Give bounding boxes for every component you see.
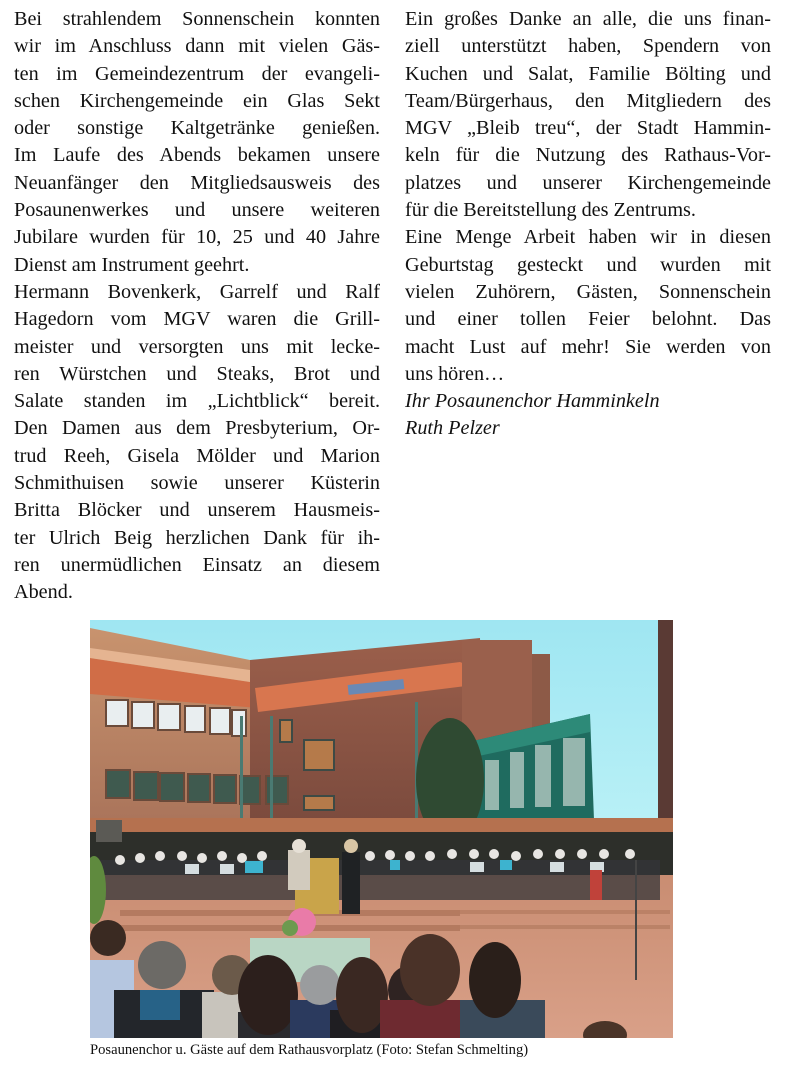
text-line: für die Bereitstellung des Zentrums.: [405, 199, 696, 222]
text-line: ter Ulrich Beig herzlichen Dank für ih-: [14, 526, 380, 549]
text-line: platzes und unserer Kirchengemeinde: [405, 171, 771, 194]
text-line: Hermann Bovenkerk, Garrelf und Ralf: [14, 280, 380, 303]
right-edge-building: [658, 620, 673, 850]
text-line: Jubilare wurden für 10, 25 und 40 Jahre: [14, 226, 380, 249]
text-line: und einer tollen Feier belohnt. Das: [405, 308, 771, 331]
text-line: wir im Anschluss dann mit vielen Gäs-: [14, 35, 380, 58]
photo-scene: [90, 620, 673, 1038]
article-left-column: [14, 6, 380, 607]
photo-caption: Posaunenchor u. Gäste auf dem Rathausvorplatz (Foto: Stefan Schmelting): [90, 1042, 529, 1058]
text-line: Britta Blöcker und unserem Hausmeis-: [14, 499, 380, 522]
text-line: ten im Gemeindezentrum der evangeli-: [14, 62, 380, 85]
text-line: meister und versorgten uns mit lecke-: [14, 335, 380, 358]
text-line: oder sonstige Kaltgetränke genießen.: [14, 117, 380, 140]
speaker-person: [342, 852, 360, 914]
text-line: Im Laufe des Abends bekamen unsere: [14, 144, 380, 167]
mic-stand: [635, 860, 637, 980]
text-line: Dienst am Instrument geehrt.: [14, 253, 250, 276]
text-line: Neuanfänger den Mitgliedsausweis des: [14, 171, 380, 194]
text-line: Eine Menge Arbeit haben wir in diesen: [405, 226, 771, 249]
text-line: uns hören…: [405, 362, 505, 385]
text-line: Team/Bürgerhaus, den Mitgliedern des: [405, 89, 771, 112]
text-line: Bei strahlendem Sonnenschein konnten: [14, 8, 380, 30]
text-line: Geburtstag gesteckt und wurden mit: [405, 253, 771, 276]
text-line: schen Kirchengemeinde ein Glas Sekt: [14, 89, 380, 112]
text-line: ziell unterstützt haben, Spendern von: [405, 35, 771, 58]
signature-choir: Ihr Posaunenchor Hamminkeln: [405, 390, 660, 413]
speaker-person: [288, 850, 310, 890]
text-line: Schmithuisen sowie unserer Küsterin: [14, 472, 380, 495]
text-line: vielen Zuhörern, Gästen, Sonnenschein: [405, 280, 771, 303]
text-line: Posaunenwerkes und unsere weiteren: [14, 199, 380, 222]
text-line: Ein großes Danke an alle, die uns finan-: [405, 8, 771, 30]
text-line: Kuchen und Salat, Familie Bölting und: [405, 62, 771, 85]
event-photo: [90, 620, 673, 1038]
text-line: Den Damen aus dem Presbyterium, Or-: [14, 417, 380, 440]
text-line: ren Würstchen und Steaks, Brot und: [14, 362, 380, 385]
article-right-column: [405, 6, 771, 443]
text-line: Salate standen im „Lichtblick“ bereit.: [14, 390, 380, 413]
signature-author: Ruth Pelzer: [405, 417, 500, 440]
text-line: Abend.: [14, 581, 73, 604]
text-line: ren unermüdlichen Einsatz an diesem: [14, 553, 380, 576]
loudspeaker: [96, 820, 122, 842]
text-line: trud Reeh, Gisela Mölder und Marion: [14, 444, 380, 467]
text-line: MGV „Bleib treu“, der Stadt Hammin-: [405, 117, 771, 140]
lower-windows: [106, 770, 288, 804]
text-line: macht Lust auf mehr! Sie werden von: [405, 335, 771, 358]
text-line: Hagedorn vom MGV waren die Grill-: [14, 308, 380, 331]
text-line: keln für die Nutzung des Rathaus-Vor-: [405, 144, 771, 167]
